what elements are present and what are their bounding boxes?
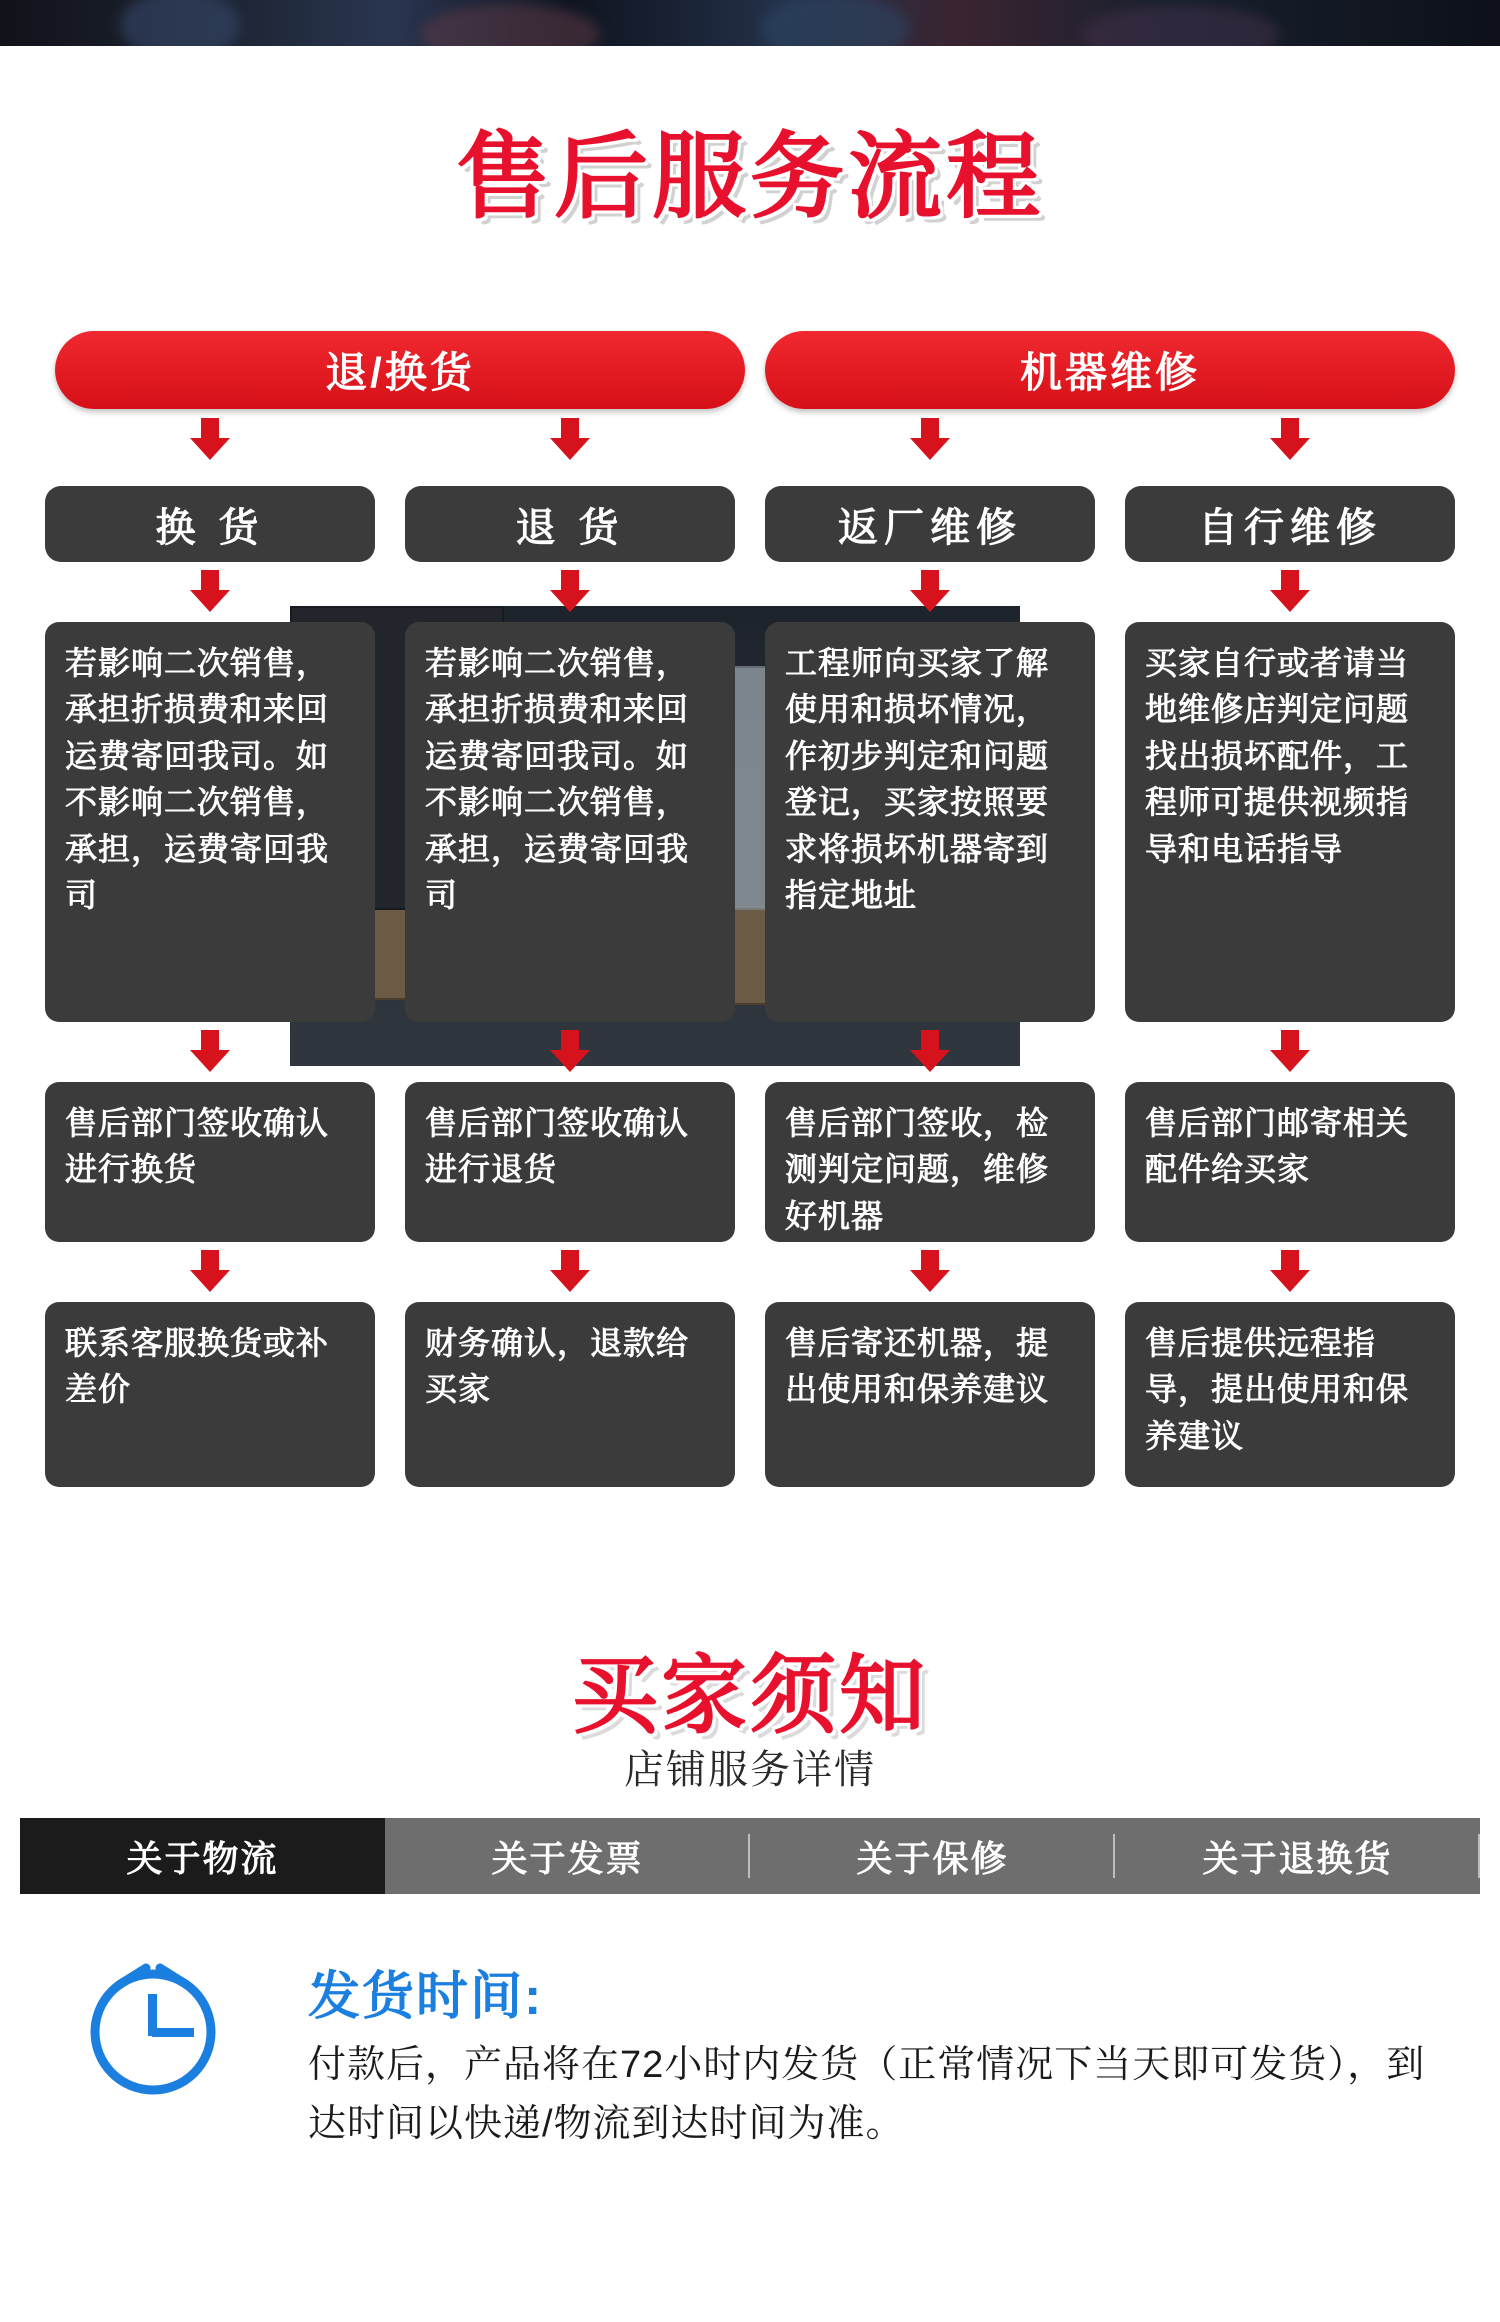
tab-label: 关于退换货 — [1202, 1837, 1393, 1879]
tab-label: 关于发票 — [491, 1837, 644, 1879]
flow-step-3-factory-repair: 售后寄还机器，提出使用和保养建议 — [765, 1302, 1095, 1487]
photo-blotch — [420, 4, 600, 46]
arrow-down-icon — [1270, 418, 1310, 460]
flow-head-exchange: 换 货 — [45, 486, 375, 562]
tab-returns-exchanges[interactable] — [1115, 1818, 1480, 1894]
flow-step-2-exchange: 售后部门签收确认进行换货 — [45, 1082, 375, 1242]
flow-step-1-return: 若影响二次销售，承担折损费和来回运费寄回我司。如不影响二次销售，承担，运费寄回我司 — [405, 622, 735, 1022]
arrow-down-icon — [910, 1030, 950, 1072]
shipping-time-block — [0, 1926, 1500, 2226]
tab-separator — [1478, 1834, 1480, 1878]
buyer-notice-section — [0, 1586, 1500, 2322]
flow-step-1-exchange: 若影响二次销售，承担折损费和来回运费寄回我司。如不影响二次销售，承担，运费寄回我司 — [45, 622, 375, 1022]
flow-step-3-return: 财务确认，退款给买家 — [405, 1302, 735, 1487]
flow-step-2-return: 售后部门签收确认进行退货 — [405, 1082, 735, 1242]
after-sales-flow-section — [0, 46, 1500, 1586]
arrow-down-icon — [1270, 570, 1310, 612]
flow-step-1-factory-repair: 工程师向买家了解使用和损坏情况，作初步判定和问题登记，买家按照要求将损坏机器寄到指定地址 — [765, 622, 1095, 1022]
flow-step-2-factory-repair: 售后部门签收，检测判定问题，维修好机器 — [765, 1082, 1095, 1242]
arrow-down-icon — [1270, 1030, 1310, 1072]
flow-step-3-self-repair: 售后提供远程指导，提出使用和保养建议 — [1125, 1302, 1455, 1487]
tab-warranty[interactable] — [750, 1818, 1115, 1894]
arrow-down-icon — [550, 418, 590, 460]
flow-head-factory-repair: 返厂维修 — [765, 486, 1095, 562]
arrow-down-icon — [190, 418, 230, 460]
photo-blotch — [1080, 6, 1280, 46]
flow-step-3-exchange: 联系客服换货或补差价 — [45, 1302, 375, 1487]
flow-head-self-repair: 自行维修 — [1125, 486, 1455, 562]
flow-head-return: 退 货 — [405, 486, 735, 562]
photo-blotch — [760, 0, 910, 46]
arrow-down-icon — [1270, 1250, 1310, 1292]
branch-machine-repair[interactable]: 机器维修 — [765, 331, 1455, 409]
arrow-down-icon — [550, 570, 590, 612]
arrow-down-icon — [190, 1030, 230, 1072]
buyer-notice-title: 买家须知 — [572, 1646, 928, 1746]
arrow-down-icon — [190, 1250, 230, 1292]
arrow-down-icon — [550, 1250, 590, 1292]
arrow-down-icon — [550, 1030, 590, 1072]
shipping-time-heading: 发货时间: — [308, 1968, 544, 2026]
tab-invoice[interactable] — [385, 1818, 750, 1894]
header-photo-strip — [0, 0, 1500, 46]
branch-return-exchange[interactable]: 退/换货 — [55, 331, 745, 409]
tab-label: 关于保修 — [856, 1837, 1009, 1879]
service-tabbar — [20, 1818, 1480, 1894]
shipping-time-body: 付款后，产品将在72小时内发货（正常情况下当天即可发货），到达时间以快递/物流到达时间为准。 — [308, 2044, 1426, 2145]
arrow-down-icon — [910, 418, 950, 460]
flow-step-2-self-repair: 售后部门邮寄相关配件给买家 — [1125, 1082, 1455, 1242]
arrow-down-icon — [190, 570, 230, 612]
tab-label: 关于物流 — [126, 1837, 279, 1879]
arrow-down-icon — [910, 1250, 950, 1292]
arrow-down-icon — [910, 570, 950, 612]
photo-blotch — [120, 0, 240, 46]
flow-title: 售后服务流程 — [455, 123, 1044, 232]
clock-icon — [78, 1954, 228, 2104]
tab-logistics[interactable] — [20, 1818, 385, 1894]
buyer-notice-subtitle: 店铺服务详情 — [624, 1748, 876, 1792]
flow-step-1-self-repair: 买家自行或者请当地维修店判定问题找出损坏配件，工程师可提供视频指导和电话指导 — [1125, 622, 1455, 1022]
